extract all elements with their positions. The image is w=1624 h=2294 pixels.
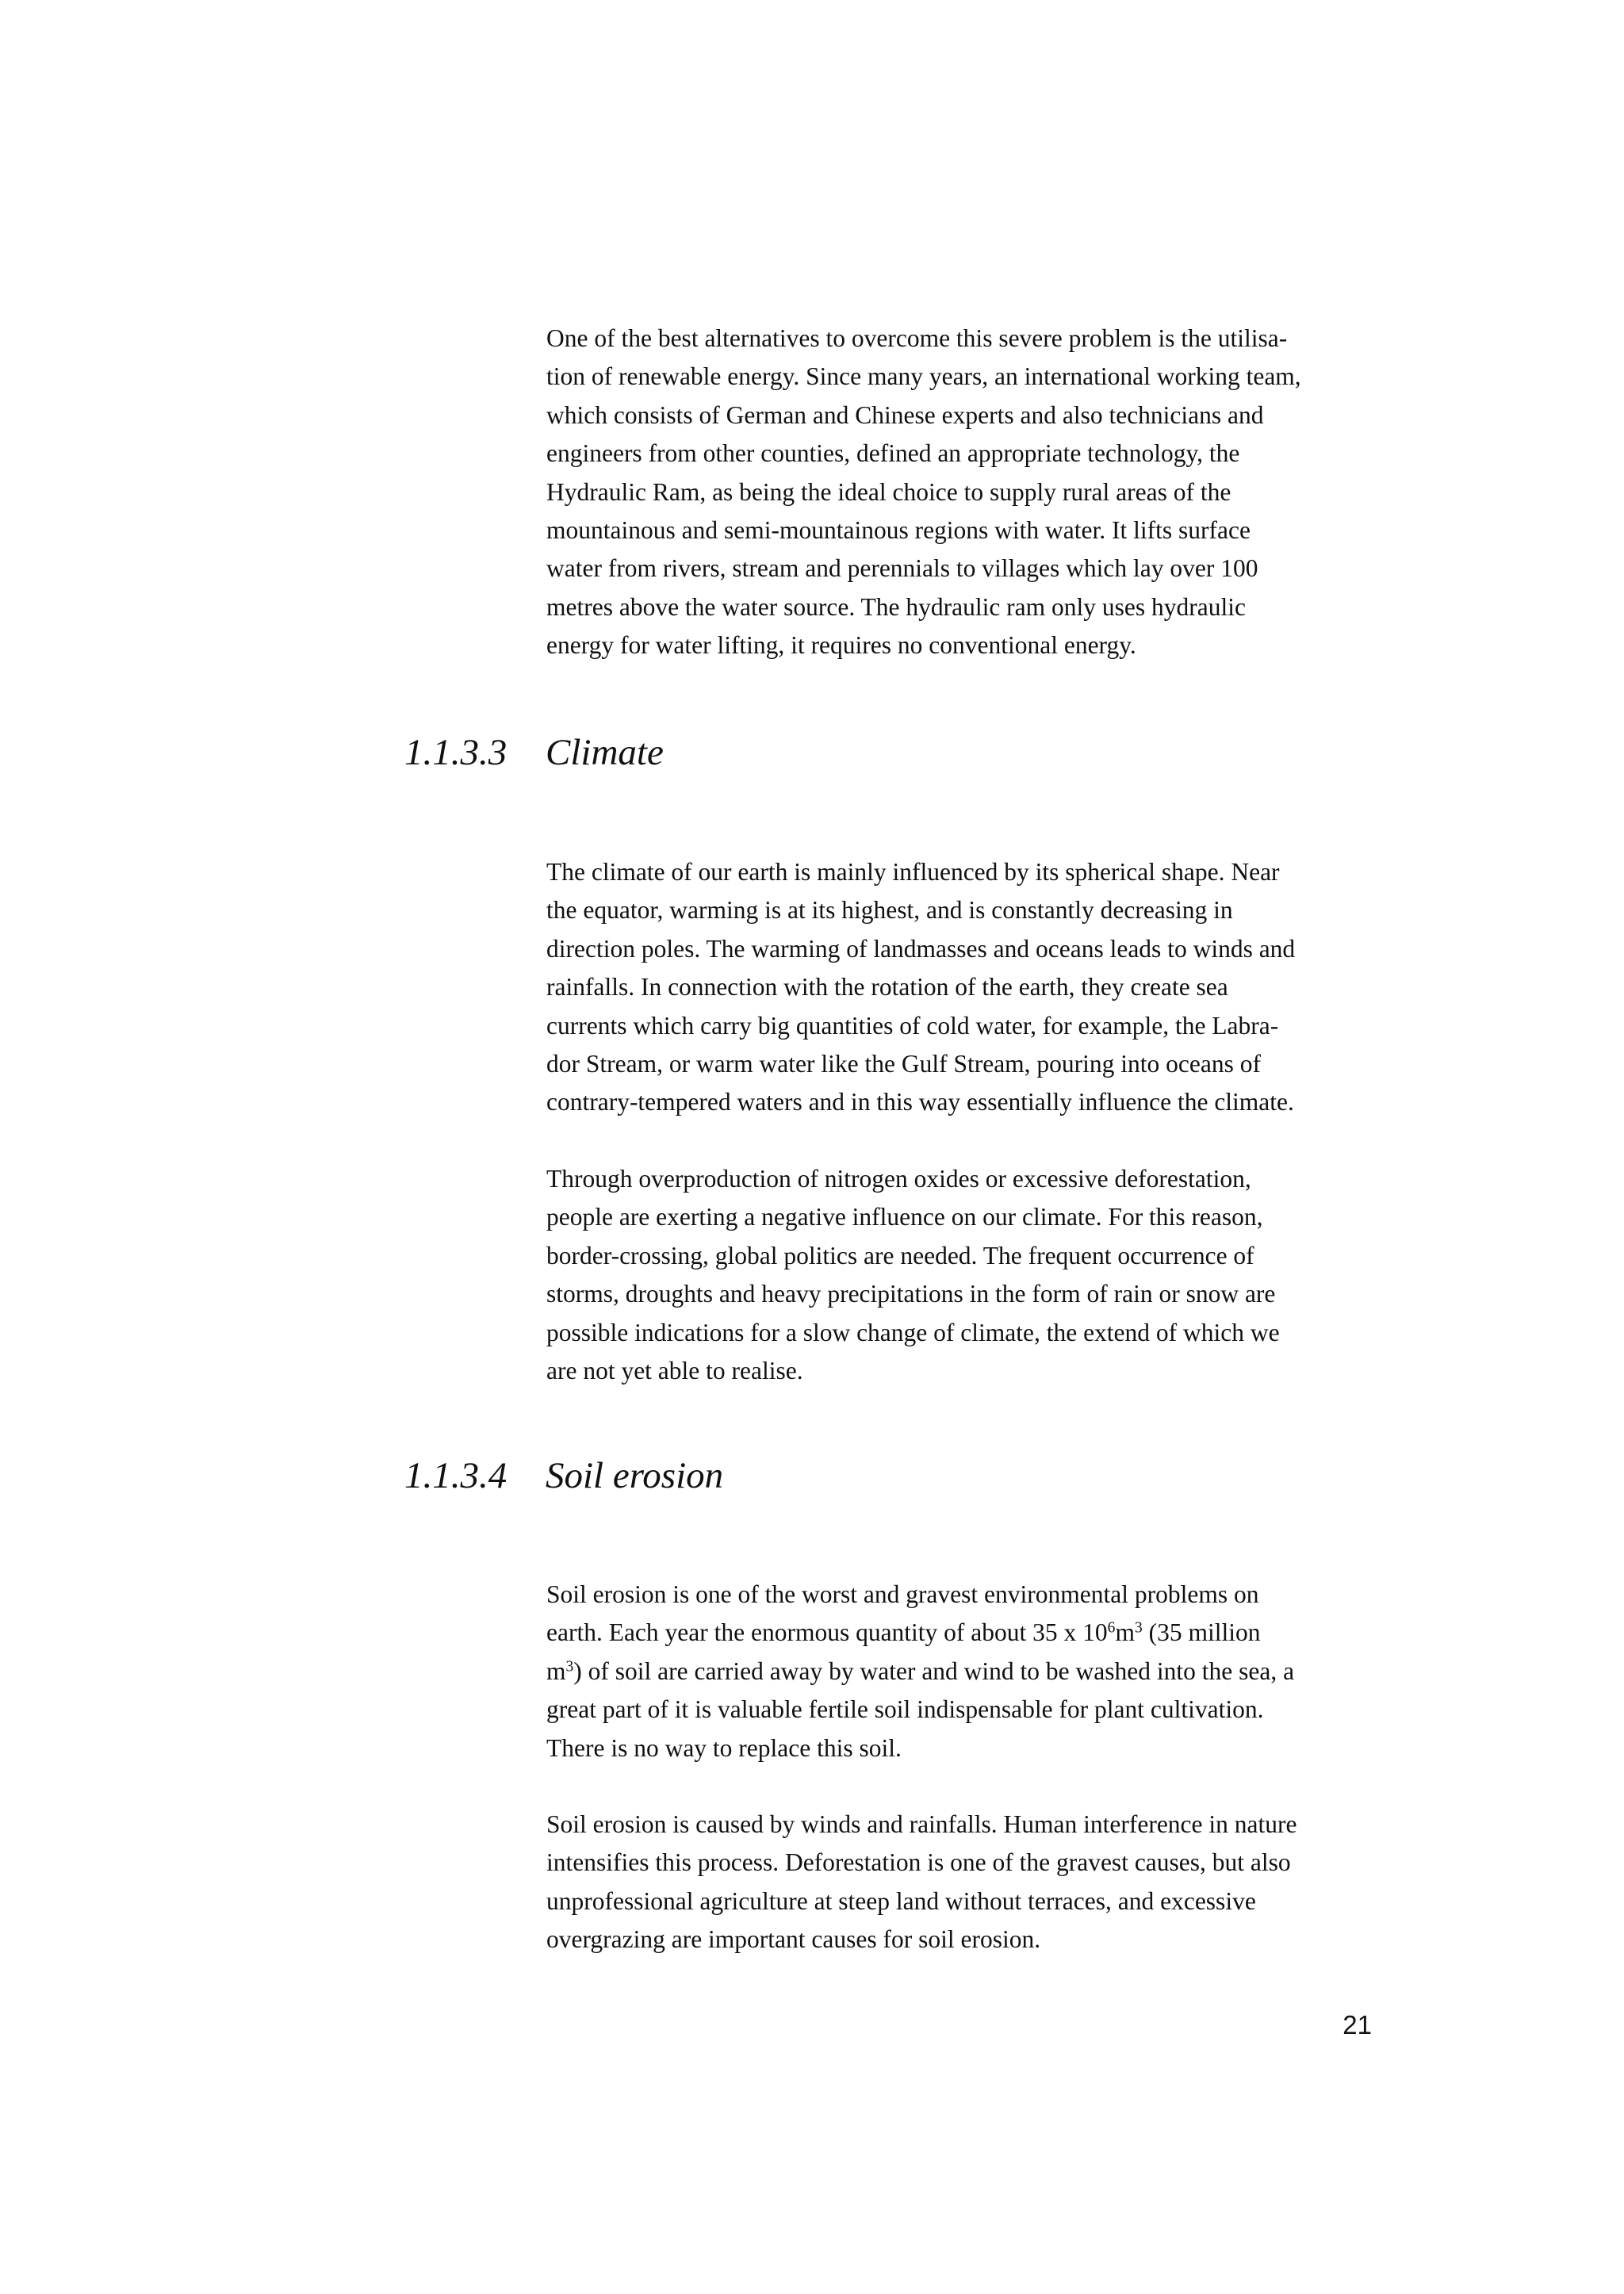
text-line: possible indications for a slow change of climate, the extend of which we [546,1318,1280,1346]
text-line: energy for water lifting, it requires no conventional energy. [546,631,1136,660]
text-line: tion of renewable energy. Since many years, an international working team, [546,362,1301,391]
superscript: 3 [1134,1619,1143,1637]
section-number: 1.1.3.3 [404,732,508,773]
climate-paragraph-1 [546,853,1387,1122]
text-line: contrary-tempered waters and in this way essentially influence the climate. [546,1088,1294,1116]
text-line: direction poles. The warming of landmasses and oceans leads to winds and [546,934,1296,963]
section-number: 1.1.3.4 [404,1455,508,1496]
soil-paragraph-1 [546,1576,1387,1767]
soil-paragraph-2 [546,1806,1387,1959]
page-number: 21 [1342,2010,1372,2039]
text-line [546,1653,1387,1691]
text-line: metres above the water source. The hydraulic ram only uses hydraulic [546,592,1246,621]
text-line: Through overproduction of nitrogen oxides or excessive deforestation, [546,1165,1251,1193]
text-line: great part of it is valuable fertile soil indispensable for plant cultivation. [546,1695,1264,1724]
text-line: people are exerting a negative influence on our climate. For this reason, [546,1203,1263,1231]
text-line: the equator, warming is at its highest, and is constantly decreasing in [546,896,1233,925]
text-line: which consists of German and Chinese experts and also technicians and [546,400,1264,429]
text-line: border-crossing, global politics are needed. The frequent occurrence of [546,1241,1254,1270]
text-line: are not yet able to realise. [546,1357,803,1385]
text-line: mountainous and semi-mountainous regions with water. It lifts surface [546,516,1251,545]
superscript: 6 [1107,1619,1116,1637]
text-segment: earth. Each year the enormous quantity of about 35 x 10 [546,1618,1108,1647]
text-line: Soil erosion is caused by winds and rainfalls. Human interference in nature [546,1810,1297,1838]
text-segment: m [546,1656,566,1685]
section-heading-climate [404,730,664,775]
text-line: overgrazing are important causes for soil erosion. [546,1925,1041,1954]
text-line: Soil erosion is one of the worst and gravest environmental problems on [546,1580,1259,1608]
text-line: currents which carry big quantities of cold water, for example, the Labra- [546,1011,1279,1040]
section-title: Soil erosion [546,1455,724,1496]
text-line: engineers from other counties, defined an appropriate technology, the [546,439,1240,468]
text-segment: (35 million [1142,1618,1261,1647]
intro-paragraph [546,320,1387,665]
text-line: One of the best alternatives to overcome this severe problem is the utilisa- [546,324,1288,352]
text-line [546,1614,1387,1652]
text-line: storms, droughts and heavy precipitations in the form of rain or snow are [546,1280,1276,1308]
text-line: dor Stream, or warm water like the Gulf Stream, pouring into oceans of [546,1050,1261,1078]
text-line: unprofessional agriculture at steep land without terraces, and excessive [546,1886,1256,1915]
text-segment: ) of soil are carried away by water and wind to be washed into the sea, a [573,1656,1295,1685]
text-line: intensifies this process. Deforestation is one of the gravest causes, but also [546,1848,1291,1877]
text-line: The climate of our earth is mainly influenced by its spherical shape. Near [546,858,1280,886]
text-segment: m [1115,1618,1135,1647]
text-line: water from rivers, stream and perennials to villages which lay over 100 [546,554,1258,583]
text-line: There is no way to replace this soil. [546,1733,902,1762]
text-line: rainfalls. In connection with the rotation of the earth, they create sea [546,973,1228,1001]
section-heading-soil-erosion [404,1453,723,1498]
section-title: Climate [546,732,664,773]
superscript: 3 [565,1658,574,1676]
text-line: Hydraulic Ram, as being the ideal choice to supply rural areas of the [546,477,1231,506]
climate-paragraph-2 [546,1160,1387,1390]
